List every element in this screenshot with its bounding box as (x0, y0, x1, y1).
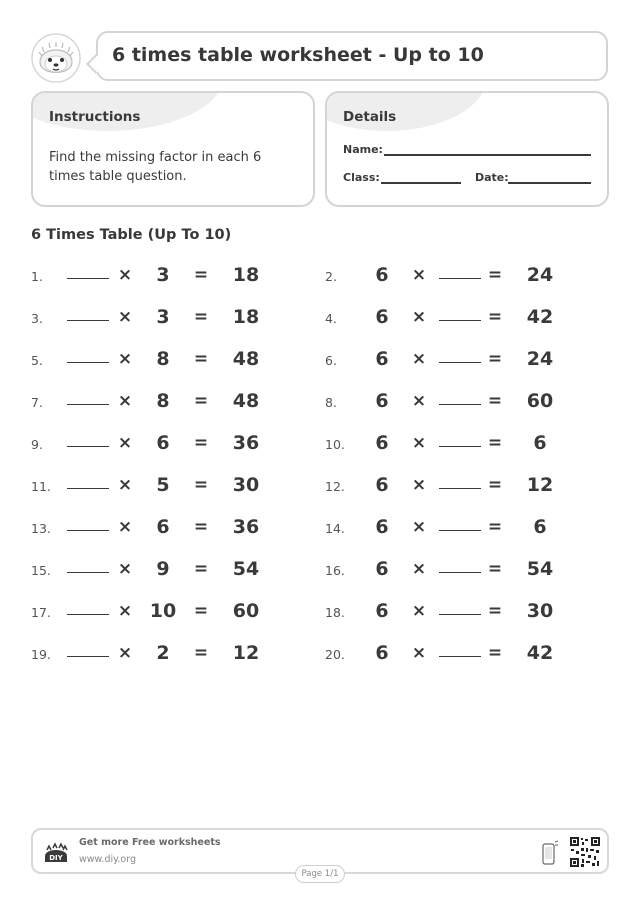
times-symbol: × (411, 517, 427, 537)
product-value: 42 (526, 306, 554, 328)
factor-a: 6 (375, 306, 389, 328)
question-number: 18. (325, 605, 345, 620)
title-box (96, 31, 608, 81)
question-number: 7. (31, 395, 43, 410)
answer-blank[interactable] (67, 656, 109, 657)
name-label: Name: (343, 143, 383, 156)
times-symbol: × (411, 475, 427, 495)
details-card (325, 91, 609, 207)
equals-symbol: = (487, 307, 503, 327)
equals-symbol: = (487, 601, 503, 621)
times-symbol: × (117, 265, 133, 285)
question-row (31, 471, 311, 501)
svg-text:DIY: DIY (49, 854, 63, 862)
equals-symbol: = (487, 265, 503, 285)
times-symbol: × (411, 433, 427, 453)
question-number: 12. (325, 479, 345, 494)
times-symbol: × (117, 475, 133, 495)
question-row (31, 597, 311, 627)
question-row (325, 345, 605, 375)
factor-b: 3 (156, 306, 170, 328)
product-value: 60 (232, 600, 260, 622)
product-value: 12 (526, 474, 554, 496)
factor-a: 6 (375, 432, 389, 454)
equals-symbol: = (193, 433, 209, 453)
question-number: 13. (31, 521, 51, 536)
product-value: 60 (526, 390, 554, 412)
question-row (31, 387, 311, 417)
product-value: 48 (232, 348, 260, 370)
question-row (31, 303, 311, 333)
question-row (325, 261, 605, 291)
answer-blank[interactable] (439, 320, 481, 321)
product-value: 12 (232, 642, 260, 664)
sloth-mascot-icon (30, 32, 82, 84)
times-symbol: × (117, 391, 133, 411)
times-symbol: × (117, 433, 133, 453)
times-symbol: × (117, 517, 133, 537)
product-value: 24 (526, 348, 554, 370)
factor-b: 6 (156, 516, 170, 538)
question-number: 10. (325, 437, 345, 452)
times-symbol: × (117, 349, 133, 369)
instructions-card (31, 91, 315, 207)
footer-promo-text: Get more Free worksheets (79, 837, 221, 848)
product-value: 24 (526, 264, 554, 286)
question-row (325, 513, 605, 543)
question-number: 2. (325, 269, 337, 284)
question-number: 20. (325, 647, 345, 662)
answer-blank[interactable] (67, 446, 109, 447)
equals-symbol: = (487, 391, 503, 411)
equals-symbol: = (193, 475, 209, 495)
question-row (325, 303, 605, 333)
equals-symbol: = (193, 265, 209, 285)
factor-b: 8 (156, 390, 170, 412)
equals-symbol: = (487, 475, 503, 495)
times-symbol: × (411, 601, 427, 621)
name-field[interactable] (384, 154, 591, 156)
product-value: 6 (533, 432, 547, 454)
question-row (325, 639, 605, 669)
question-number: 11. (31, 479, 51, 494)
question-number: 16. (325, 563, 345, 578)
details-title: Details (343, 109, 397, 125)
question-number: 8. (325, 395, 337, 410)
question-number: 9. (31, 437, 43, 452)
factor-b: 5 (156, 474, 170, 496)
page-title: 6 times table worksheet - Up to 10 (112, 44, 484, 66)
factor-a: 6 (375, 264, 389, 286)
diy-logo-icon (43, 840, 69, 866)
question-row (325, 555, 605, 585)
qr-code-icon (569, 836, 601, 868)
product-value: 18 (232, 306, 260, 328)
factor-b: 10 (149, 600, 177, 622)
question-number: 1. (31, 269, 43, 284)
answer-blank[interactable] (67, 572, 109, 573)
factor-a: 6 (375, 474, 389, 496)
answer-blank[interactable] (439, 404, 481, 405)
times-symbol: × (117, 559, 133, 579)
factor-a: 6 (375, 390, 389, 412)
answer-blank[interactable] (439, 362, 481, 363)
question-number: 17. (31, 605, 51, 620)
answer-blank[interactable] (67, 362, 109, 363)
factor-a: 6 (375, 600, 389, 622)
question-number: 6. (325, 353, 337, 368)
question-number: 3. (31, 311, 43, 326)
question-row (325, 429, 605, 459)
equals-symbol: = (193, 559, 209, 579)
answer-blank[interactable] (439, 446, 481, 447)
factor-a: 6 (375, 642, 389, 664)
equals-symbol: = (193, 517, 209, 537)
equals-symbol: = (487, 433, 503, 453)
date-label: Date: (475, 171, 509, 184)
times-symbol: × (411, 307, 427, 327)
instructions-title: Instructions (49, 109, 141, 125)
equals-symbol: = (487, 349, 503, 369)
page-indicator: Page 1/1 (295, 865, 345, 883)
question-row (31, 513, 311, 543)
answer-blank[interactable] (67, 530, 109, 531)
question-row (31, 429, 311, 459)
product-value: 30 (232, 474, 260, 496)
product-value: 36 (232, 516, 260, 538)
times-symbol: × (117, 307, 133, 327)
equals-symbol: = (487, 643, 503, 663)
product-value: 30 (526, 600, 554, 622)
times-symbol: × (411, 559, 427, 579)
product-value: 48 (232, 390, 260, 412)
factor-b: 8 (156, 348, 170, 370)
answer-blank[interactable] (67, 614, 109, 615)
product-value: 36 (232, 432, 260, 454)
question-number: 5. (31, 353, 43, 368)
answer-blank[interactable] (67, 404, 109, 405)
class-field[interactable] (381, 182, 461, 184)
equals-symbol: = (487, 559, 503, 579)
instructions-text: Find the missing factor in each 6 times table question. (49, 150, 262, 184)
factor-b: 9 (156, 558, 170, 580)
equals-symbol: = (193, 391, 209, 411)
product-value: 6 (533, 516, 547, 538)
question-row (31, 261, 311, 291)
product-value: 54 (232, 558, 260, 580)
times-symbol: × (411, 265, 427, 285)
question-row (31, 345, 311, 375)
factor-b: 6 (156, 432, 170, 454)
question-row (31, 555, 311, 585)
times-symbol: × (411, 391, 427, 411)
class-label: Class: (343, 171, 380, 184)
answer-blank[interactable] (439, 278, 481, 279)
question-number: 15. (31, 563, 51, 578)
question-number: 14. (325, 521, 345, 536)
times-symbol: × (411, 643, 427, 663)
question-number: 19. (31, 647, 51, 662)
factor-b: 2 (156, 642, 170, 664)
answer-blank[interactable] (439, 530, 481, 531)
answer-blank[interactable] (67, 320, 109, 321)
product-value: 18 (232, 264, 260, 286)
equals-symbol: = (487, 517, 503, 537)
answer-blank[interactable] (439, 656, 481, 657)
product-value: 54 (526, 558, 554, 580)
date-field[interactable] (508, 182, 591, 184)
question-row (31, 639, 311, 669)
times-symbol: × (117, 643, 133, 663)
times-symbol: × (117, 601, 133, 621)
equals-symbol: = (193, 601, 209, 621)
question-number: 4. (325, 311, 337, 326)
answer-blank[interactable] (439, 488, 481, 489)
answer-blank[interactable] (439, 572, 481, 573)
phone-icon (541, 840, 559, 866)
product-value: 42 (526, 642, 554, 664)
answer-blank[interactable] (439, 614, 481, 615)
factor-a: 6 (375, 558, 389, 580)
factor-a: 6 (375, 516, 389, 538)
times-symbol: × (411, 349, 427, 369)
factor-b: 3 (156, 264, 170, 286)
question-row (325, 471, 605, 501)
answer-blank[interactable] (67, 278, 109, 279)
equals-symbol: = (193, 643, 209, 663)
question-row (325, 597, 605, 627)
factor-a: 6 (375, 348, 389, 370)
question-row (325, 387, 605, 417)
section-title: 6 Times Table (Up To 10) (31, 227, 232, 243)
equals-symbol: = (193, 307, 209, 327)
footer-url[interactable]: www.diy.org (79, 854, 136, 865)
equals-symbol: = (193, 349, 209, 369)
answer-blank[interactable] (67, 488, 109, 489)
